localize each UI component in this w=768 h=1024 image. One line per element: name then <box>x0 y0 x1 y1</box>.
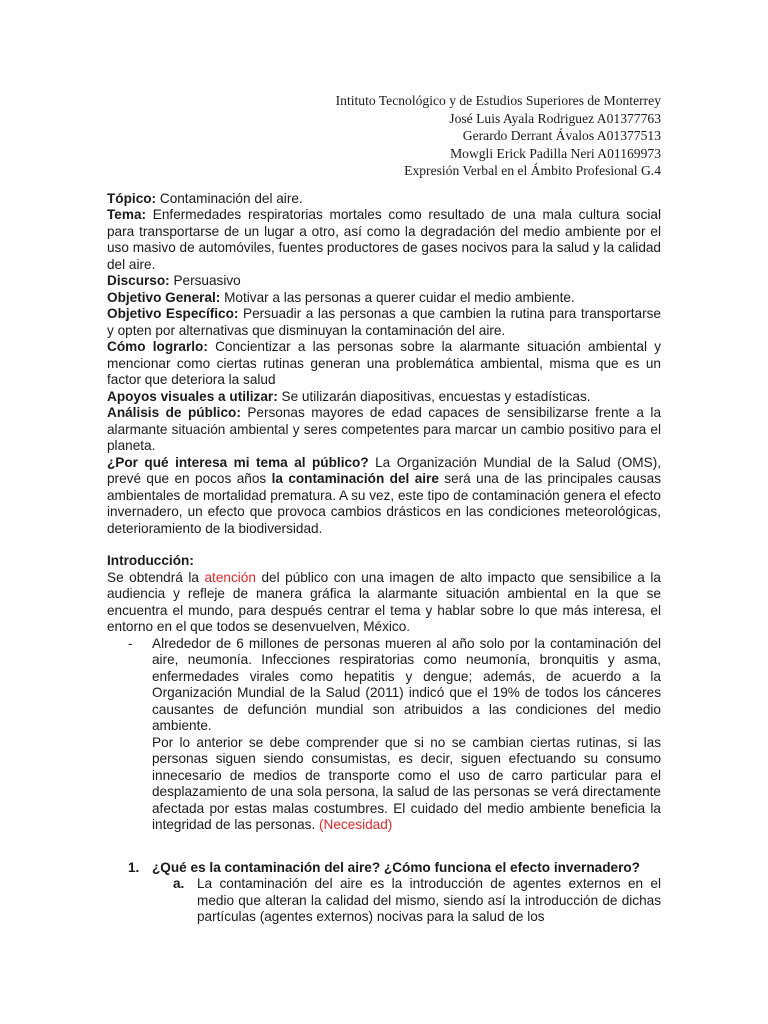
intro-text: del público con una imagen de alto impacto que sensibilice a la audiencia y refleje de manera gráfica la alarmante situación ambiental en la que se encuentra el mundo, para después centrar el tema y hablar sobre lo que más interesa, el entorno en el que todos se desenvuelven, México. <box>107 569 661 635</box>
document-page <box>107 92 661 926</box>
bullet-continuation-text: Por lo anterior se debe comprender que si no se cambian ciertas rutinas, si las personas siguen siendo consumistas, es decir, siguen efectuando su consumo innecesario de medios de transporte como el uso de carro particular para el desplazamiento de una sola persona, la salud de las personas se verá directamente afectada por estas malas costumbres. El cuidado del medio ambiente beneficia la integridad de las personas. <box>152 734 661 833</box>
bullet-dash: - <box>128 635 133 651</box>
intro-heading <box>107 553 661 570</box>
necesidad-tag: (Necesidad) <box>319 817 393 833</box>
field-label: Tema: <box>107 207 147 223</box>
header-author-1: José Luis Ayala Rodriguez A01377763 <box>449 110 661 126</box>
intro-paragraph <box>107 570 661 636</box>
sub-text: La contaminación del aire es la introducción de agentes externos en el medio que alteran la calidad del mismo, siendo así la introducción de dichas partículas (agentes externos) nocivas para la salud de los <box>197 876 661 925</box>
field-label: Análisis de público: <box>107 405 241 421</box>
bullet-text: Alrededor de 6 millones de personas mueren al año solo por la contaminación del aire, neumonía. Infecciones respiratorias como neumonía, bronquitis y asma, enfermedades virales como hepatitis y dengue; además, de acuerdo a la Organización Mundial de la Salud (2011) indicó que el 19% de todos los cánceres causantes de defunción mundial son atribuidos a las condiciones del medio ambiente. <box>152 635 661 734</box>
field-tema <box>107 207 661 273</box>
field-label: Objetivo Específico: <box>107 306 239 322</box>
sub-letter: a. <box>173 876 185 892</box>
section-question <box>152 860 661 877</box>
field-value: Se utilizarán diapositivas, encuestas y estadísticas. <box>277 388 591 404</box>
field-value: Concientizar a las personas sobre la alarmante situación ambiental y mencionar como ciertas rutinas generan una problemática ambiental, misma que es un factor que deteriora la salud <box>107 339 661 388</box>
header-course: Expresión Verbal en el Ámbito Profesional G.4 <box>404 163 661 179</box>
field-value: Contaminación del aire. <box>156 190 303 206</box>
field-value: Persuasivo <box>169 273 241 289</box>
field-objetivo-especifico <box>107 306 661 339</box>
header-author-3: Mowgli Erick Padilla Neri A01169973 <box>450 145 661 161</box>
intro-atencion: atención <box>204 569 256 585</box>
header-institution: Intituto Tecnológico y de Estudios Superiores de Monterrey <box>335 93 661 108</box>
intro-heading-text: Introducción: <box>107 553 194 569</box>
field-discurso <box>107 273 661 290</box>
field-como-lograrlo <box>107 339 661 389</box>
field-label: Apoyos visuales a utilizar: <box>107 388 278 404</box>
header-author-2: Gerardo Derrant Ávalos A01377513 <box>462 128 661 144</box>
field-value: Enfermedades respiratorias mortales como resultado de una mala cultura social para transportarse de un lugar a otro, así como la degradación del medio ambiente por el uso masivo de automóviles, fuentes productores de gases nocivos para la salud y la calidad del aire. <box>107 207 661 272</box>
field-label: Objetivo General: <box>107 289 221 305</box>
field-objetivo-general <box>107 290 661 307</box>
document-header <box>107 92 661 180</box>
field-label: Discurso: <box>107 273 170 289</box>
field-value: La Organización Mundial de la Salud (OMS), prevé que en pocos años <box>107 454 661 487</box>
field-value: será una de las principales causas ambientales de mortalidad prematura. A su vez, este tipo de contaminación genera el efecto invernadero, un efecto que provoca cambios drásticos en las condiciones meteorológicas, deterioramiento de la biodiversidad. <box>107 471 661 536</box>
section-number: 1. <box>128 859 140 875</box>
field-label: ¿Por qué interesa mi tema al público? <box>107 454 369 470</box>
field-analisis-publico <box>107 405 661 455</box>
section-question-text: ¿Qué es la contaminación del aire? ¿Cómo funciona el efecto invernadero? <box>152 859 640 875</box>
section-1-sub-a <box>107 876 661 926</box>
field-emphasis: la contaminación del aire <box>271 471 439 487</box>
field-apoyos-visuales <box>107 389 661 406</box>
intro-bullet <box>107 636 661 834</box>
field-value: Personas mayores de edad capaces de sensibilizarse frente a la alarmante situación ambiental y seres competentes para marcar un cambio positivo para el planeta. <box>107 405 662 454</box>
field-label: Cómo lograrlo: <box>107 339 208 355</box>
field-label: Tópico: <box>107 190 157 206</box>
field-por-que-interesa <box>107 455 661 538</box>
bullet-continuation <box>152 735 661 834</box>
section-1 <box>107 860 661 877</box>
field-value: Motivar a las personas a querer cuidar el medio ambiente. <box>220 289 575 305</box>
intro-text: Se obtendrá la <box>107 569 205 585</box>
field-value: Persuadir a las personas a que cambien la rutina para transportarse y opten por alternativas que disminuyan la contaminación del aire. <box>107 306 661 338</box>
field-topico <box>107 191 661 208</box>
